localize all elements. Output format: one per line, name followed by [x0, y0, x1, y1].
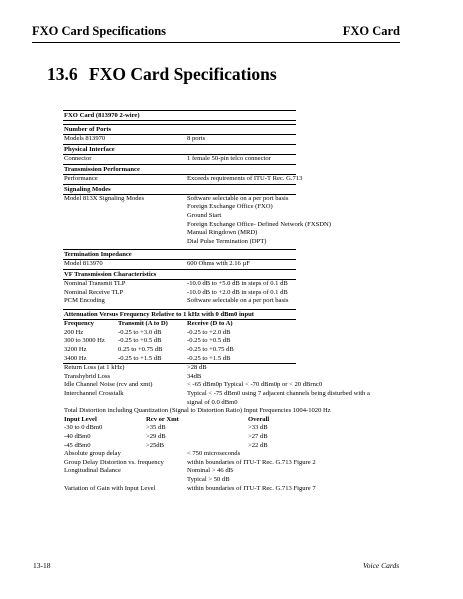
spec-row: Typical > 50 dB — [187, 475, 230, 483]
spec-row: Nominal Transmit TLP -10.0 dB to +5.0 dB in steps of 0.1 dB — [64, 280, 288, 288]
physical-heading: Physical Interface — [63, 144, 296, 155]
footer-chapter: Voice Cards — [363, 561, 400, 570]
ports-heading: Number of Ports — [63, 124, 296, 135]
table-row: 300 to 3000 Hz -0.25 to +0.5 dB -0.25 to +0.5 dB — [64, 337, 231, 345]
spec-row: Foreign Exchange Office- Defined Network (FXSDN) — [187, 220, 331, 228]
table-row: -30 to 0 dBm0 >35 dB >33 dB — [64, 424, 268, 432]
spec-row: Connector 1 female 50-pin telco connector — [64, 155, 271, 163]
spec-row: Foreign Exchange Office (FXO) — [187, 203, 273, 211]
spec-row: Interchannel Crosstalk Typical < -75 dBm0 using 7 adjacent channels being disturbed with a — [64, 389, 370, 397]
spec-row: Manual Ringdown (MRD) — [187, 229, 258, 237]
table-row: 3200 Hz 0.25 to +0.75 dB -0.25 to +0.75 dB — [64, 346, 234, 353]
spec-table — [63, 110, 370, 493]
signaling-heading: Signaling Modes — [63, 184, 296, 195]
spec-row: Models 813970 8 ports — [64, 135, 206, 143]
vf-heading: VF Transmission Characteristics — [63, 269, 296, 280]
spec-row: Longitudinal Balance Nominal > 46 dB — [64, 467, 234, 475]
distortion-note: Total Distortion including Quantization (Signal to Distortion Ratio) Input Frequencies 1004-1020 Hz — [64, 407, 331, 415]
attenuation-heading: Attenuation Versus Frequency Relative to 1 kHz with 0 dBm0 input — [63, 309, 296, 320]
spec-row: Model 813X Signaling Modes Software selectable on a per port basis — [64, 194, 289, 202]
spec-row: Return Loss (at 1 kHz) >28 dB — [64, 364, 207, 372]
section-title-text: FXO Card Specifications — [89, 64, 277, 84]
level-columns: Input Level Rcv or Xmt Overall — [64, 415, 270, 423]
table-row: -40 dBm0 >29 dB >27 dB — [64, 432, 268, 440]
table-row: -45 dBm0 >25dB >22 dB — [64, 441, 268, 449]
termination-heading: Termination Impedance — [63, 249, 296, 260]
section-title — [47, 64, 277, 85]
spec-row: Dial Pulse Termination (DPT) — [187, 237, 267, 245]
transmission-heading: Transmission Performance — [63, 164, 296, 175]
spec-row: Nominal Receive TLP -10.0 dB to +2.0 dB in steps of 0.1 dB — [64, 288, 288, 296]
attenuation-columns: Frequency Transmit (A to D) Receive (D to A) — [64, 320, 233, 328]
spec-row: Absolute group delay < 750 microseconds — [64, 450, 241, 458]
table-row: 3400 Hz -0.25 to +1.5 dB -0.25 to +1.5 dB — [63, 355, 296, 365]
running-header — [32, 24, 400, 42]
table-caption: FXO Card (813970 2-wire) — [63, 110, 296, 121]
spec-row: Group Delay Distortion vs. frequency within boundaries of ITU-T Rec. G.713 Figure 2 — [64, 458, 316, 466]
spec-row: Model 813970 600 Ohms with 2.16 µF — [64, 260, 250, 268]
spec-row: Performance Exceeds requirements of ITU-T Rec. G.713 — [64, 174, 303, 182]
spec-row: PCM Encoding Software selectable on a per port basis — [64, 297, 289, 305]
header-rule — [32, 42, 400, 43]
table-row: 200 Hz -0.25 to +3.0 dB -0.25 to +2.0 dB — [64, 328, 231, 336]
page-number: 13-18 — [33, 561, 51, 570]
spec-row: Ground Start — [187, 211, 222, 219]
spec-row: Variation of Gain with Input Level within boundaries of ITU-T Rec. G.713 Figure 7 — [64, 484, 316, 492]
spec-row: Transhybrid Loss 34dB — [64, 372, 202, 380]
header-right: FXO Card — [342, 24, 400, 38]
header-left: FXO Card Specifications — [32, 24, 167, 38]
spec-row: Idle Channel Noise (rcv and xmt) < -65 dBm0p Typical < -70 dBm0p or < 20 dBrnc0 — [64, 381, 323, 389]
section-number: 13.6 — [47, 64, 78, 84]
spec-row: signal of 0.0 dBm0 — [187, 398, 238, 406]
